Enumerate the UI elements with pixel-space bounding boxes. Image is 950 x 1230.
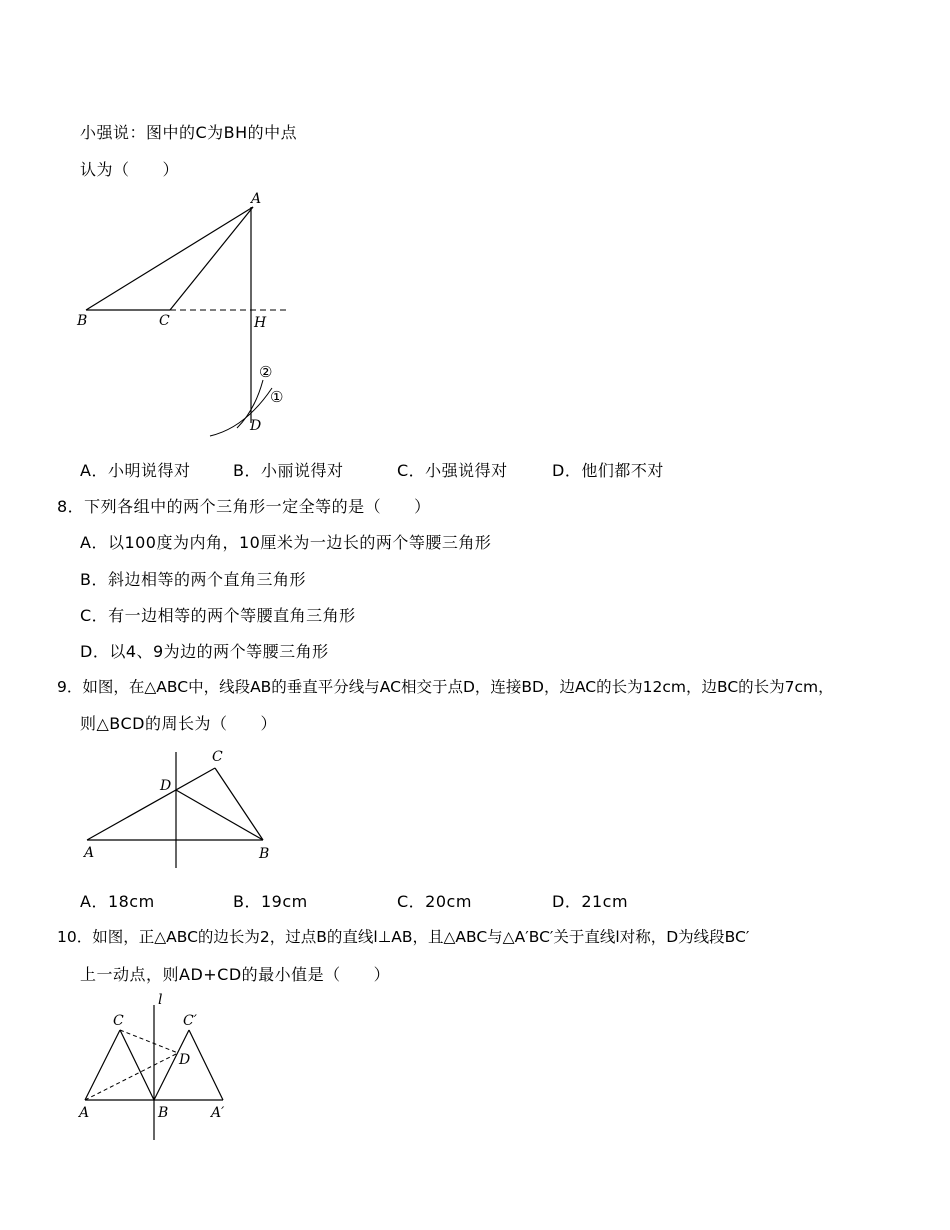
q7-label-d: D [250,418,262,434]
q9-stem-line1: 9．如图，在△ABC中，线段AB的垂直平分线与AC相交于点D，连接BD，边AC的长为12cm，边BC的长为7cm， [57,678,834,696]
q10-label-a-prime: A′ [211,1105,225,1121]
q9-option-d[interactable]: D．21cm [552,892,629,911]
q7-option-a[interactable]: A．小明说得对 [80,461,191,480]
q9-option-a[interactable]: A．18cm [80,892,155,911]
q7-ask: 认为（ ） [80,160,180,179]
q7-option-b[interactable]: B．小丽说得对 [233,461,344,480]
q10-segment-bc [120,1030,154,1100]
q9-label-d: D [160,778,172,794]
q10-label-c-prime: C′ [183,1013,197,1029]
q10-stem-line1: 10．如图，正△ABC的边长为2，过点B的直线l⊥AB，且△ABC与△A′BC′关于直线l对称，D为线段BC′ [57,928,750,946]
q7-option-d[interactable]: D．他们都不对 [552,461,664,480]
q10-stem-line2: 上一动点，则AD+CD的最小值是（ ） [80,965,391,984]
q10-label-a: A [79,1105,90,1121]
q7-label-arc1: ① [270,388,284,406]
q7-statement-xiaoqiang: 小强说：图中的C为BH的中点 [80,123,298,142]
q10-dashed-cd [120,1030,178,1053]
q10-dashed-ad [85,1053,178,1100]
q10-label-b: B [158,1105,169,1121]
q8-option-b[interactable]: B．斜边相等的两个直角三角形 [80,570,306,589]
q8-stem: 8．下列各组中的两个三角形一定全等的是（ ） [57,497,431,516]
q10-label-c: C [113,1013,124,1029]
q9-option-b[interactable]: B．19cm [233,892,308,911]
q10-segment-ac [85,1030,120,1100]
q10-label-l: l [158,992,163,1008]
q8-option-d[interactable]: D．以4、9为边的两个等腰三角形 [80,642,329,661]
q7-label-arc2: ② [259,363,273,381]
q9-label-b: B [259,846,270,862]
q9-option-c[interactable]: C．20cm [397,892,472,911]
q10-label-d: D [179,1052,191,1068]
q8-option-a[interactable]: A．以100度为内角，10厘米为一边长的两个等腰三角形 [80,533,492,552]
q7-label-h: H [254,315,267,331]
q10-segment-a-prime-c-prime [189,1030,223,1100]
q7-label-c: C [159,313,170,329]
q8-option-c[interactable]: C．有一边相等的两个等腰直角三角形 [80,606,356,625]
q9-stem-line2: 则△BCD的周长为（ ） [80,714,277,733]
q7-option-c[interactable]: C．小强说得对 [397,461,508,480]
q7-label-a: A [251,191,262,207]
q9-label-c: C [212,749,223,765]
q7-label-b: B [77,313,88,329]
q9-label-a: A [84,845,95,861]
